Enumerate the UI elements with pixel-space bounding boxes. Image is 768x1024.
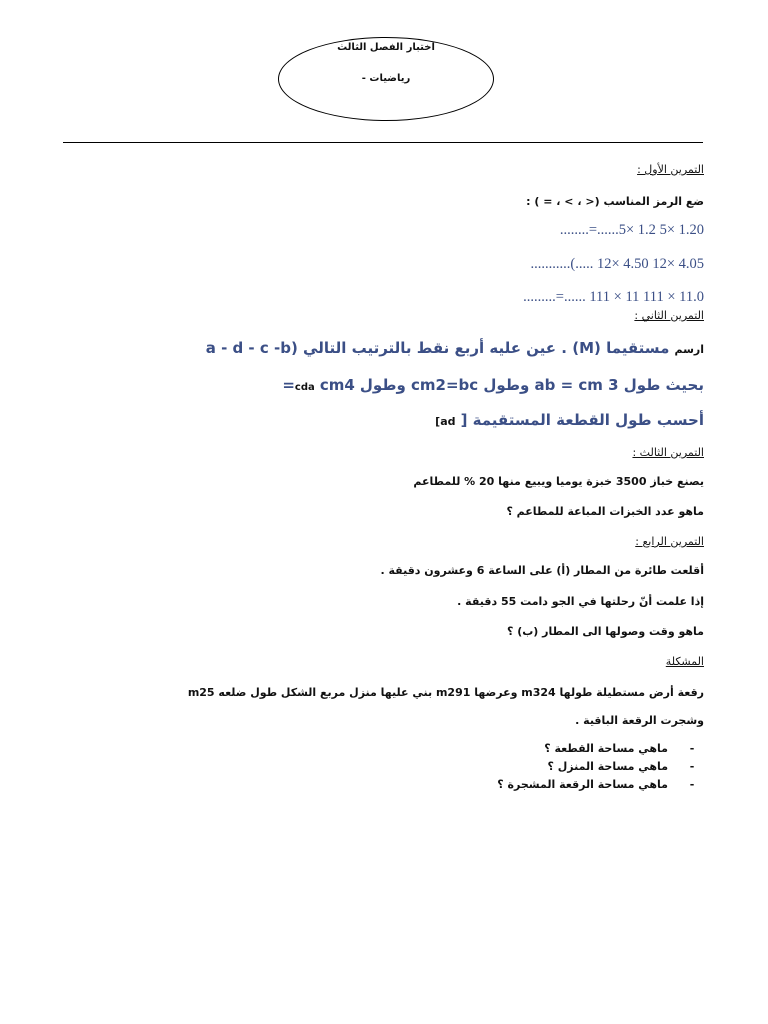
comparison-row-3-right: 111 × 11.0 — [643, 289, 704, 305]
exercise-2-line-3 — [435, 410, 704, 429]
segment-ad: ad] — [435, 415, 456, 428]
exercise-3-line-1: يصنع خباز 3500 خبزة يوميا ويبيع منها 20 % للمطاعم — [413, 475, 704, 488]
exercise-1-instruction: ضع الرمز المناسب (< ، > ، = ) : — [526, 195, 704, 208]
problem-line-2: وشجرت الرقعة الباقية . — [575, 714, 704, 727]
comparison-row-2 — [531, 256, 704, 273]
question-bullet: - — [689, 742, 695, 755]
question-item — [497, 760, 704, 778]
exercise-2-line-1 — [206, 338, 704, 357]
exam-title: اختبار الفصل الثالث — [337, 42, 435, 53]
exercise-1-title: التمرين الأول : — [637, 163, 704, 176]
exercise-4-line-3: ماهو وقت وصولها الى المطار (ب) ؟ — [507, 625, 704, 638]
comparison-row-3-left: .........=...... 111 × 11 — [523, 289, 640, 305]
exercise-4-line-1: أقلعت طائرة من المطار (أ) على الساعة 6 وعشرون دقيقة . — [380, 564, 704, 577]
comparison-row-2-right: 12× 4.05 — [652, 256, 704, 272]
problem-title: المشكلة — [665, 655, 704, 668]
comparison-row-1-left: ........=......5× 1.2 — [559, 222, 656, 238]
exercise-2-title: التمرين الثاني : — [634, 309, 704, 322]
line-instruction: مستقيما (M) . عين عليه أربع نقط بالترتيب التالي (a - — [205, 339, 670, 357]
question-text: ماهي مساحة القطعة ؟ — [544, 742, 668, 755]
question-item — [497, 778, 704, 796]
points-order: d - c -b — [232, 339, 291, 357]
exercise-3-title: التمرين الثالث : — [632, 446, 704, 459]
segment-lengths: بحيث طول ab = cm 3 وطول cm2=bc وطول — [359, 376, 704, 394]
question-text: ماهي مساحة الرقعة المشجرة ؟ — [497, 778, 668, 791]
header-divider — [63, 142, 703, 143]
compute-instruction: أحسب طول القطعة المستقيمة [ — [460, 411, 704, 429]
comparison-row-1 — [560, 222, 704, 239]
segment-cda-value: cm4= — [282, 376, 355, 394]
subject-label: رياضيات - — [361, 73, 411, 84]
draw-word: ارسم — [674, 343, 704, 356]
problem-questions — [497, 742, 704, 796]
question-item — [497, 742, 704, 760]
exercise-3-line-2: ماهو عدد الخبزات المباعة للمطاعم ؟ — [506, 505, 704, 518]
question-bullet: - — [689, 778, 695, 791]
problem-line-1: رقعة أرض مستطيلة طولها m324 وعرضها m291 بني عليها منزل مربع الشكل طول ضلعه m25 — [187, 686, 704, 699]
exercise-4-line-2: إذا علمت أنّ رحلتها في الجو دامت 55 دقيقة . — [457, 595, 704, 608]
comparison-row-2-left: ...........(..... 12× 4.50 — [530, 256, 649, 272]
comparison-row-1-right: 5× 1.20 — [659, 222, 704, 238]
question-bullet: - — [689, 760, 695, 773]
comparison-row-3 — [523, 289, 704, 306]
exercise-2-line-2 — [282, 375, 704, 394]
question-text: ماهي مساحة المنزل ؟ — [547, 760, 668, 773]
segment-cda: cda — [294, 382, 315, 393]
exercise-4-title: التمرين الرابع : — [635, 535, 704, 548]
